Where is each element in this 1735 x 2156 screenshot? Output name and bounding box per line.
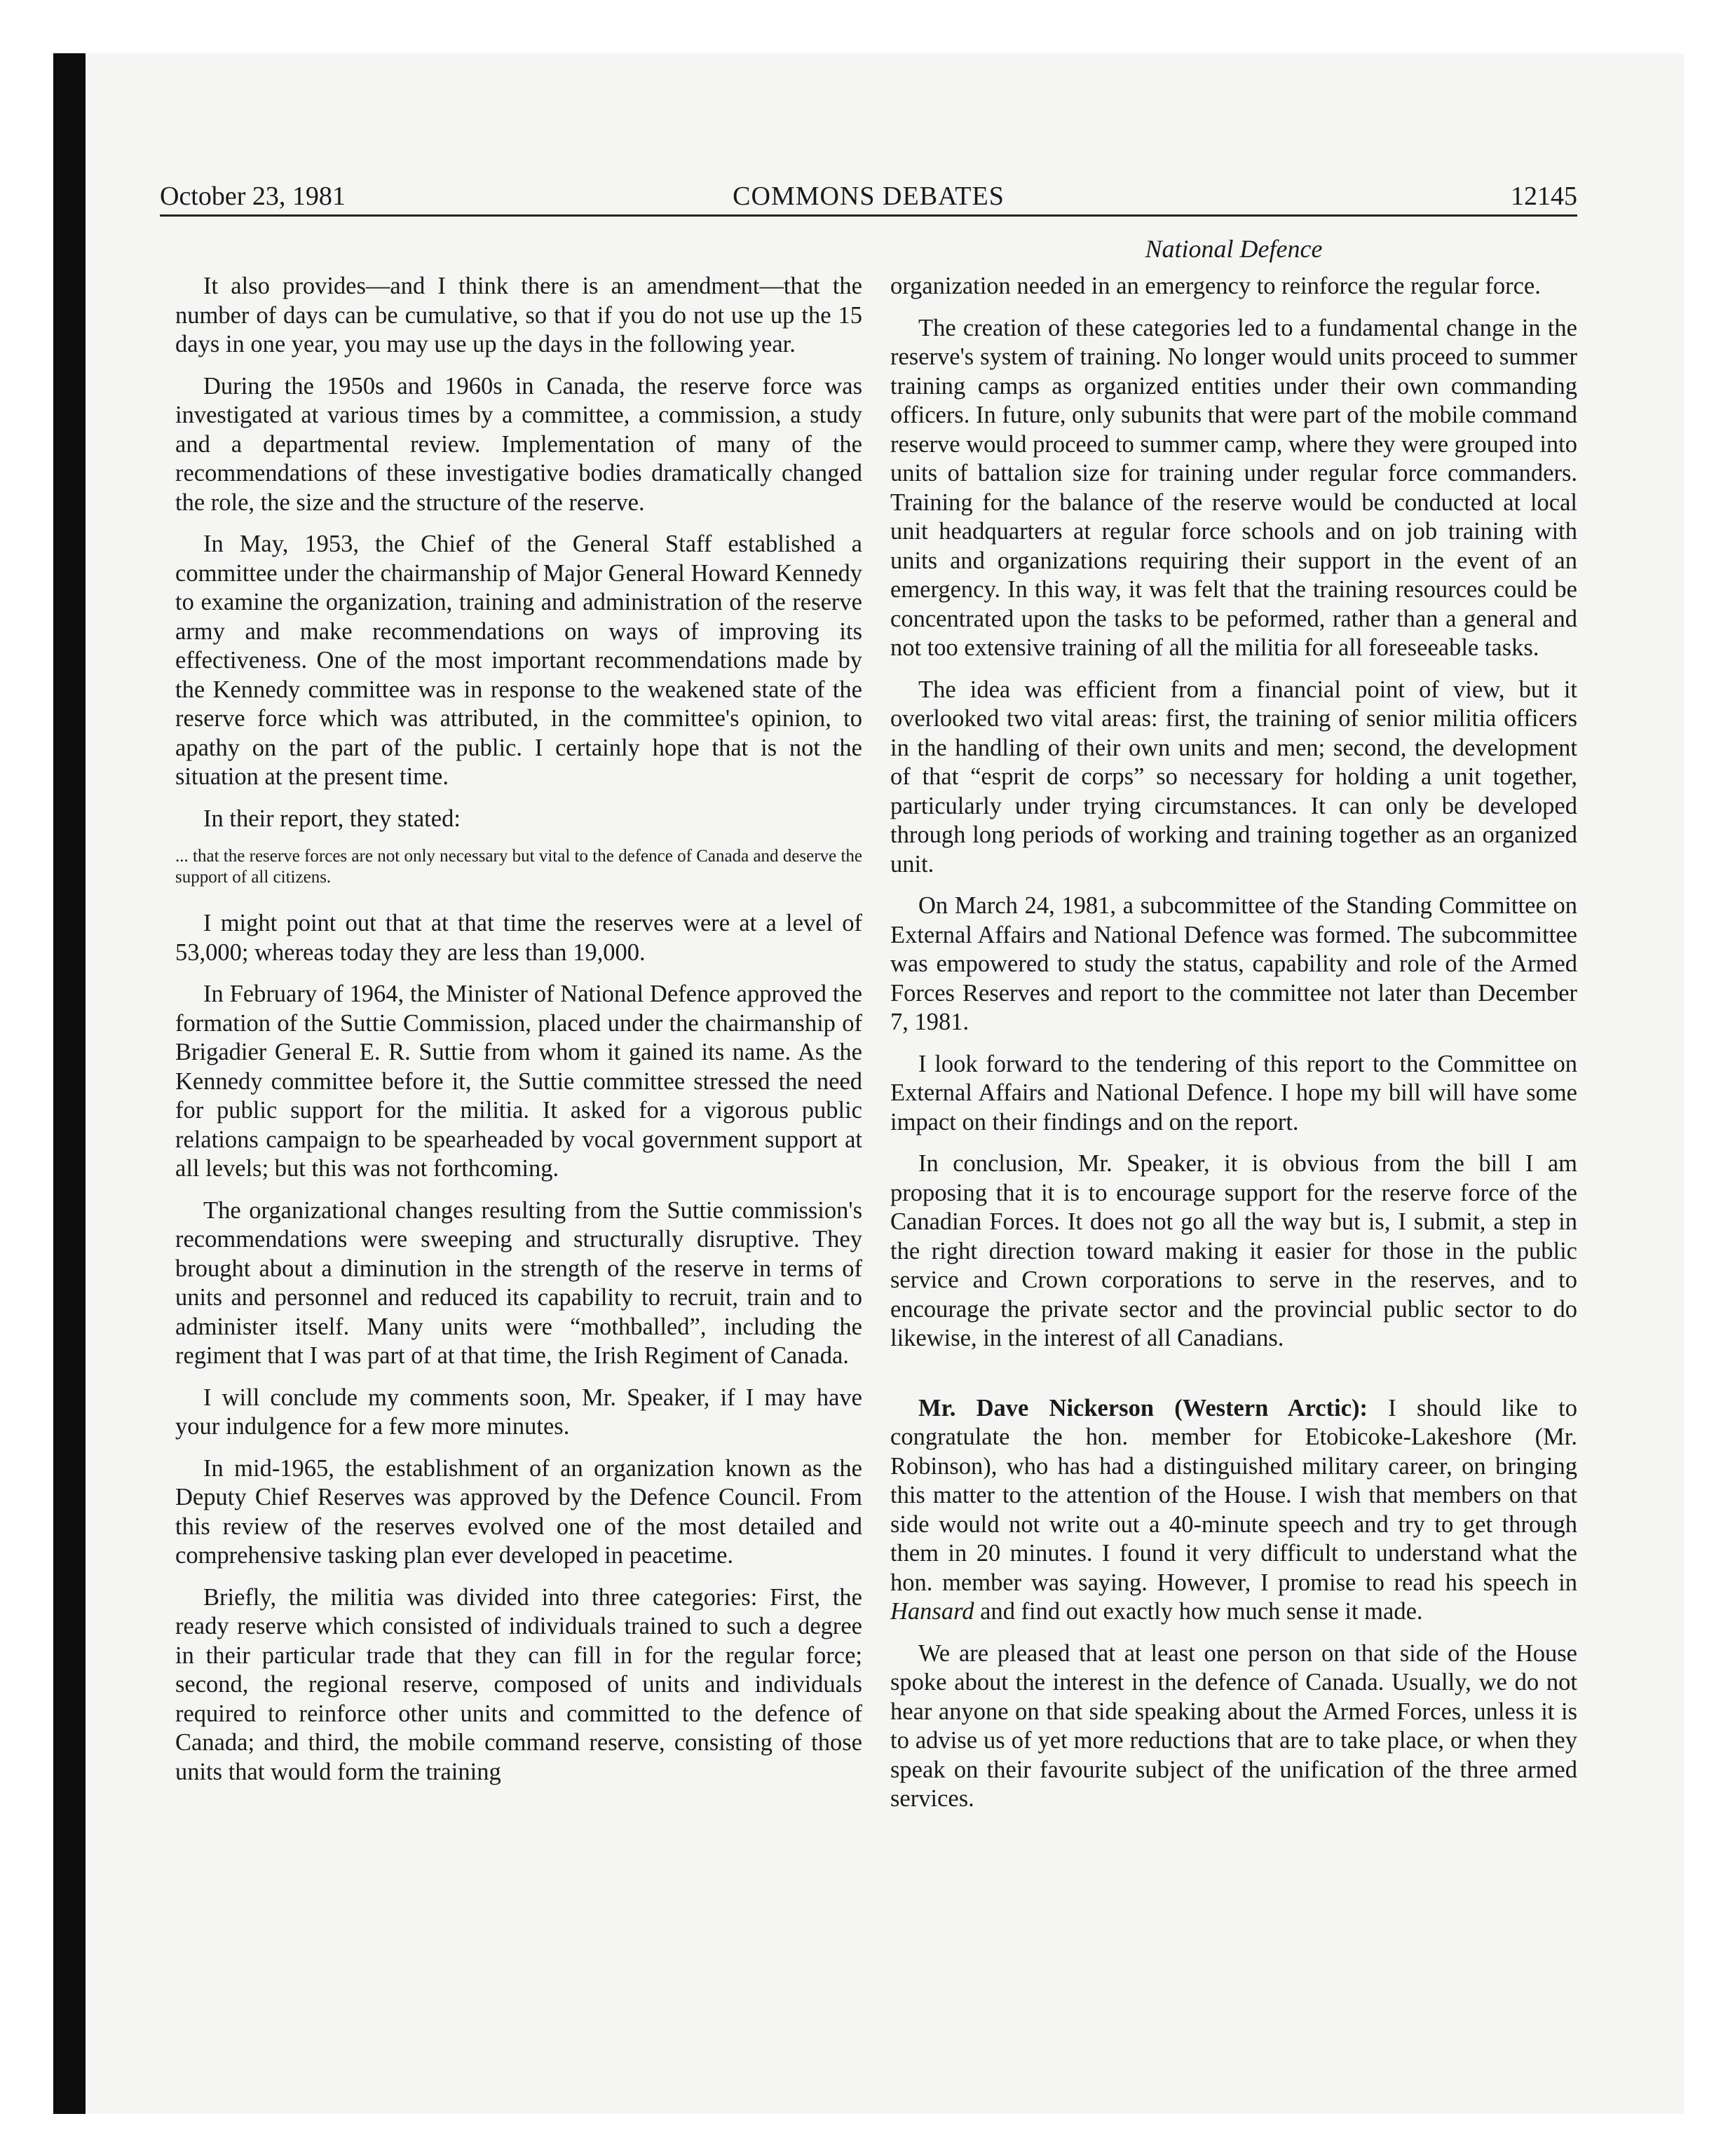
paragraph: Briefly, the militia was divided into three categories: First, the ready reserve which consisted of individuals trained to such a degree in their particular trade that they can fill in for the regular force; second, the regional reserve, composed of units and individuals required to reinforce other units and committed to the defence of Canada; and third, the mobile command reserve, consisting of those units that would form the training	[175, 1583, 862, 1785]
paragraph: The creation of these categories led to a fundamental change in the reserve's system of training. No longer would units proceed to summer training camps as organized entities under their own commanding officers. In future, only subunits that were part of the mobile command reserve would proceed to summer camp, where they were grouped into units of battalion size for training under regular force commanders. Training for the balance of the reserve would be conducted at local unit headquarters at regular force schools and on job training with units and organizations requiring their support in the event of an emergency. In this way, it was felt that the training resources could be concentrated upon the tasks to be peformed, rather than a general and not too extensive training of all the militia for all foreseeable tasks.	[890, 314, 1578, 661]
header-date: October 23, 1981	[160, 182, 346, 211]
speech-spacer	[890, 1366, 1577, 1394]
paragraph: I will conclude my comments soon, Mr. Speaker, if I may have your indulgence for a few more minutes.	[175, 1384, 862, 1440]
paragraph: organization needed in an emergency to reinforce the regular force.	[890, 273, 1541, 299]
paragraph: It also provides—and I think there is an amendment—that the number of days can be cumulative, so that if you do not use up the 15 days in one year, you may use up the days in the following year.	[175, 273, 862, 357]
header-title: COMMONS DEBATES	[733, 182, 1005, 211]
page-header	[160, 181, 1577, 212]
block-quote: ... that the reserve forces are not only necessary but vital to the defence of Canada and deserve the support of all citizens.	[175, 847, 862, 887]
section-heading: National Defence	[1145, 235, 1323, 263]
paragraph: I might point out that at that time the reserves were at a level of 53,000; whereas today they are less than 19,000.	[175, 910, 862, 966]
paragraph: We are pleased that at least one person on that side of the House spoke about the interest in the defence of Canada. Usually, we do not hear anyone on that side speaking about the Armed Forces, unless it is to advise us of yet more reductions that are to take place, or when they speak on their favourite subject of the unification of the three armed services.	[890, 1639, 1577, 1812]
speech-text: I should like to congratulate the hon. member for Etobicoke-Lakeshore (Mr. Robinson), who has had a distinguished military career, on bringing this matter to the attention of the House. I wish that members on that side would not write out a 40-minute speech and try to get through them in 20 minutes. I found it very difficult to understand what the hon. member was saying. However, I promise to read his speech in	[890, 1394, 1577, 1596]
paragraph: In May, 1953, the Chief of the General Staff established a committee under the chairmanship of Major General Howard Kennedy to examine the organization, training and administration of the reserve army and make recommendations on ways of improving its effectiveness. One of the most important recommendations made by the Kennedy committee was in response to the weakened state of the reserve force which was attributed, in the committee's opinion, to apathy on the part of the public. I certainly hope that is not the situation at the present time.	[175, 531, 862, 790]
paragraph: During the 1950s and 1960s in Canada, the reserve force was investigated at various times by a committee, a commission, a study and a departmental review. Implementation of many of the recommendations of these investigative bodies dramatically changed the role, the size and the structure of the reserve.	[175, 372, 862, 516]
paragraph: The idea was efficient from a financial point of view, but it overlooked two vital areas: first, the training of senior militia officers in the handling of their own units and men; second, the development of that “esprit de corps” so necessary for holding a unit together, particularly under trying circumstances. It can only be developed through long periods of working and training together as an organized unit.	[890, 676, 1577, 878]
paragraph: In mid-1965, the establishment of an organization known as the Deputy Chief Reserves was approved by the Defence Council. From this review of the reserves evolved one of the most detailed and comprehensive tasking plan ever developed in peacetime.	[175, 1454, 862, 1569]
paragraph: In their report, they stated:	[203, 805, 461, 832]
left-column	[175, 272, 862, 1799]
paragraph: In conclusion, Mr. Speaker, it is obvious from the bill I am proposing that it is to encourage support for the reserve force of the Canadian Forces. It does not go all the way but is, I submit, a step in the right direction toward making it easier for those in the public service and Crown corporations to serve in the reserves, and to encourage the private sector and the provincial public sector to do likewise, in the interest of all Canadians.	[890, 1150, 1577, 1351]
scan-border	[53, 53, 86, 2114]
speech-paragraph	[890, 1394, 1577, 1627]
paragraph: In February of 1964, the Minister of National Defence approved the formation of the Suttie Commission, placed under the chairmanship of Brigadier General E. R. Suttie from whom it gained its name. As the Kennedy committee before it, the Suttie committee stressed the need for public support for the militia. It asked for a vigorous public relations campaign to be spearheaded by vocal government support at all levels; but this was not forthcoming.	[175, 981, 862, 1182]
speaker-name: Mr. Dave Nickerson (Western Arctic):	[918, 1394, 1368, 1421]
paragraph: I look forward to the tendering of this report to the Committee on External Affairs and National Defence. I hope my bill will have some impact on their findings and on the report.	[890, 1050, 1577, 1135]
header-page-number: 12145	[1511, 182, 1577, 211]
header-rule	[160, 214, 1577, 217]
paragraph: On March 24, 1981, a subcommittee of the Standing Committee on External Affairs and National Defence was formed. The subcommittee was empowered to study the status, capability and role of the Armed Forces Reserves and report to the committee not later than December 7, 1981.	[890, 892, 1577, 1035]
hansard-title: Hansard	[890, 1598, 974, 1625]
paragraph: The organizational changes resulting from the Suttie commission's recommendations were sweeping and structurally disruptive. They brought about a diminution in the strength of the reserve in terms of units and personnel and reduced its capability to recruit, train and to administer itself. Many units were “mothballed”, including the regiment that I was part of at that time, the Irish Regiment of Canada.	[175, 1196, 862, 1369]
speech-text-end: and find out exactly how much sense it made.	[974, 1598, 1423, 1625]
right-column	[890, 272, 1577, 1827]
